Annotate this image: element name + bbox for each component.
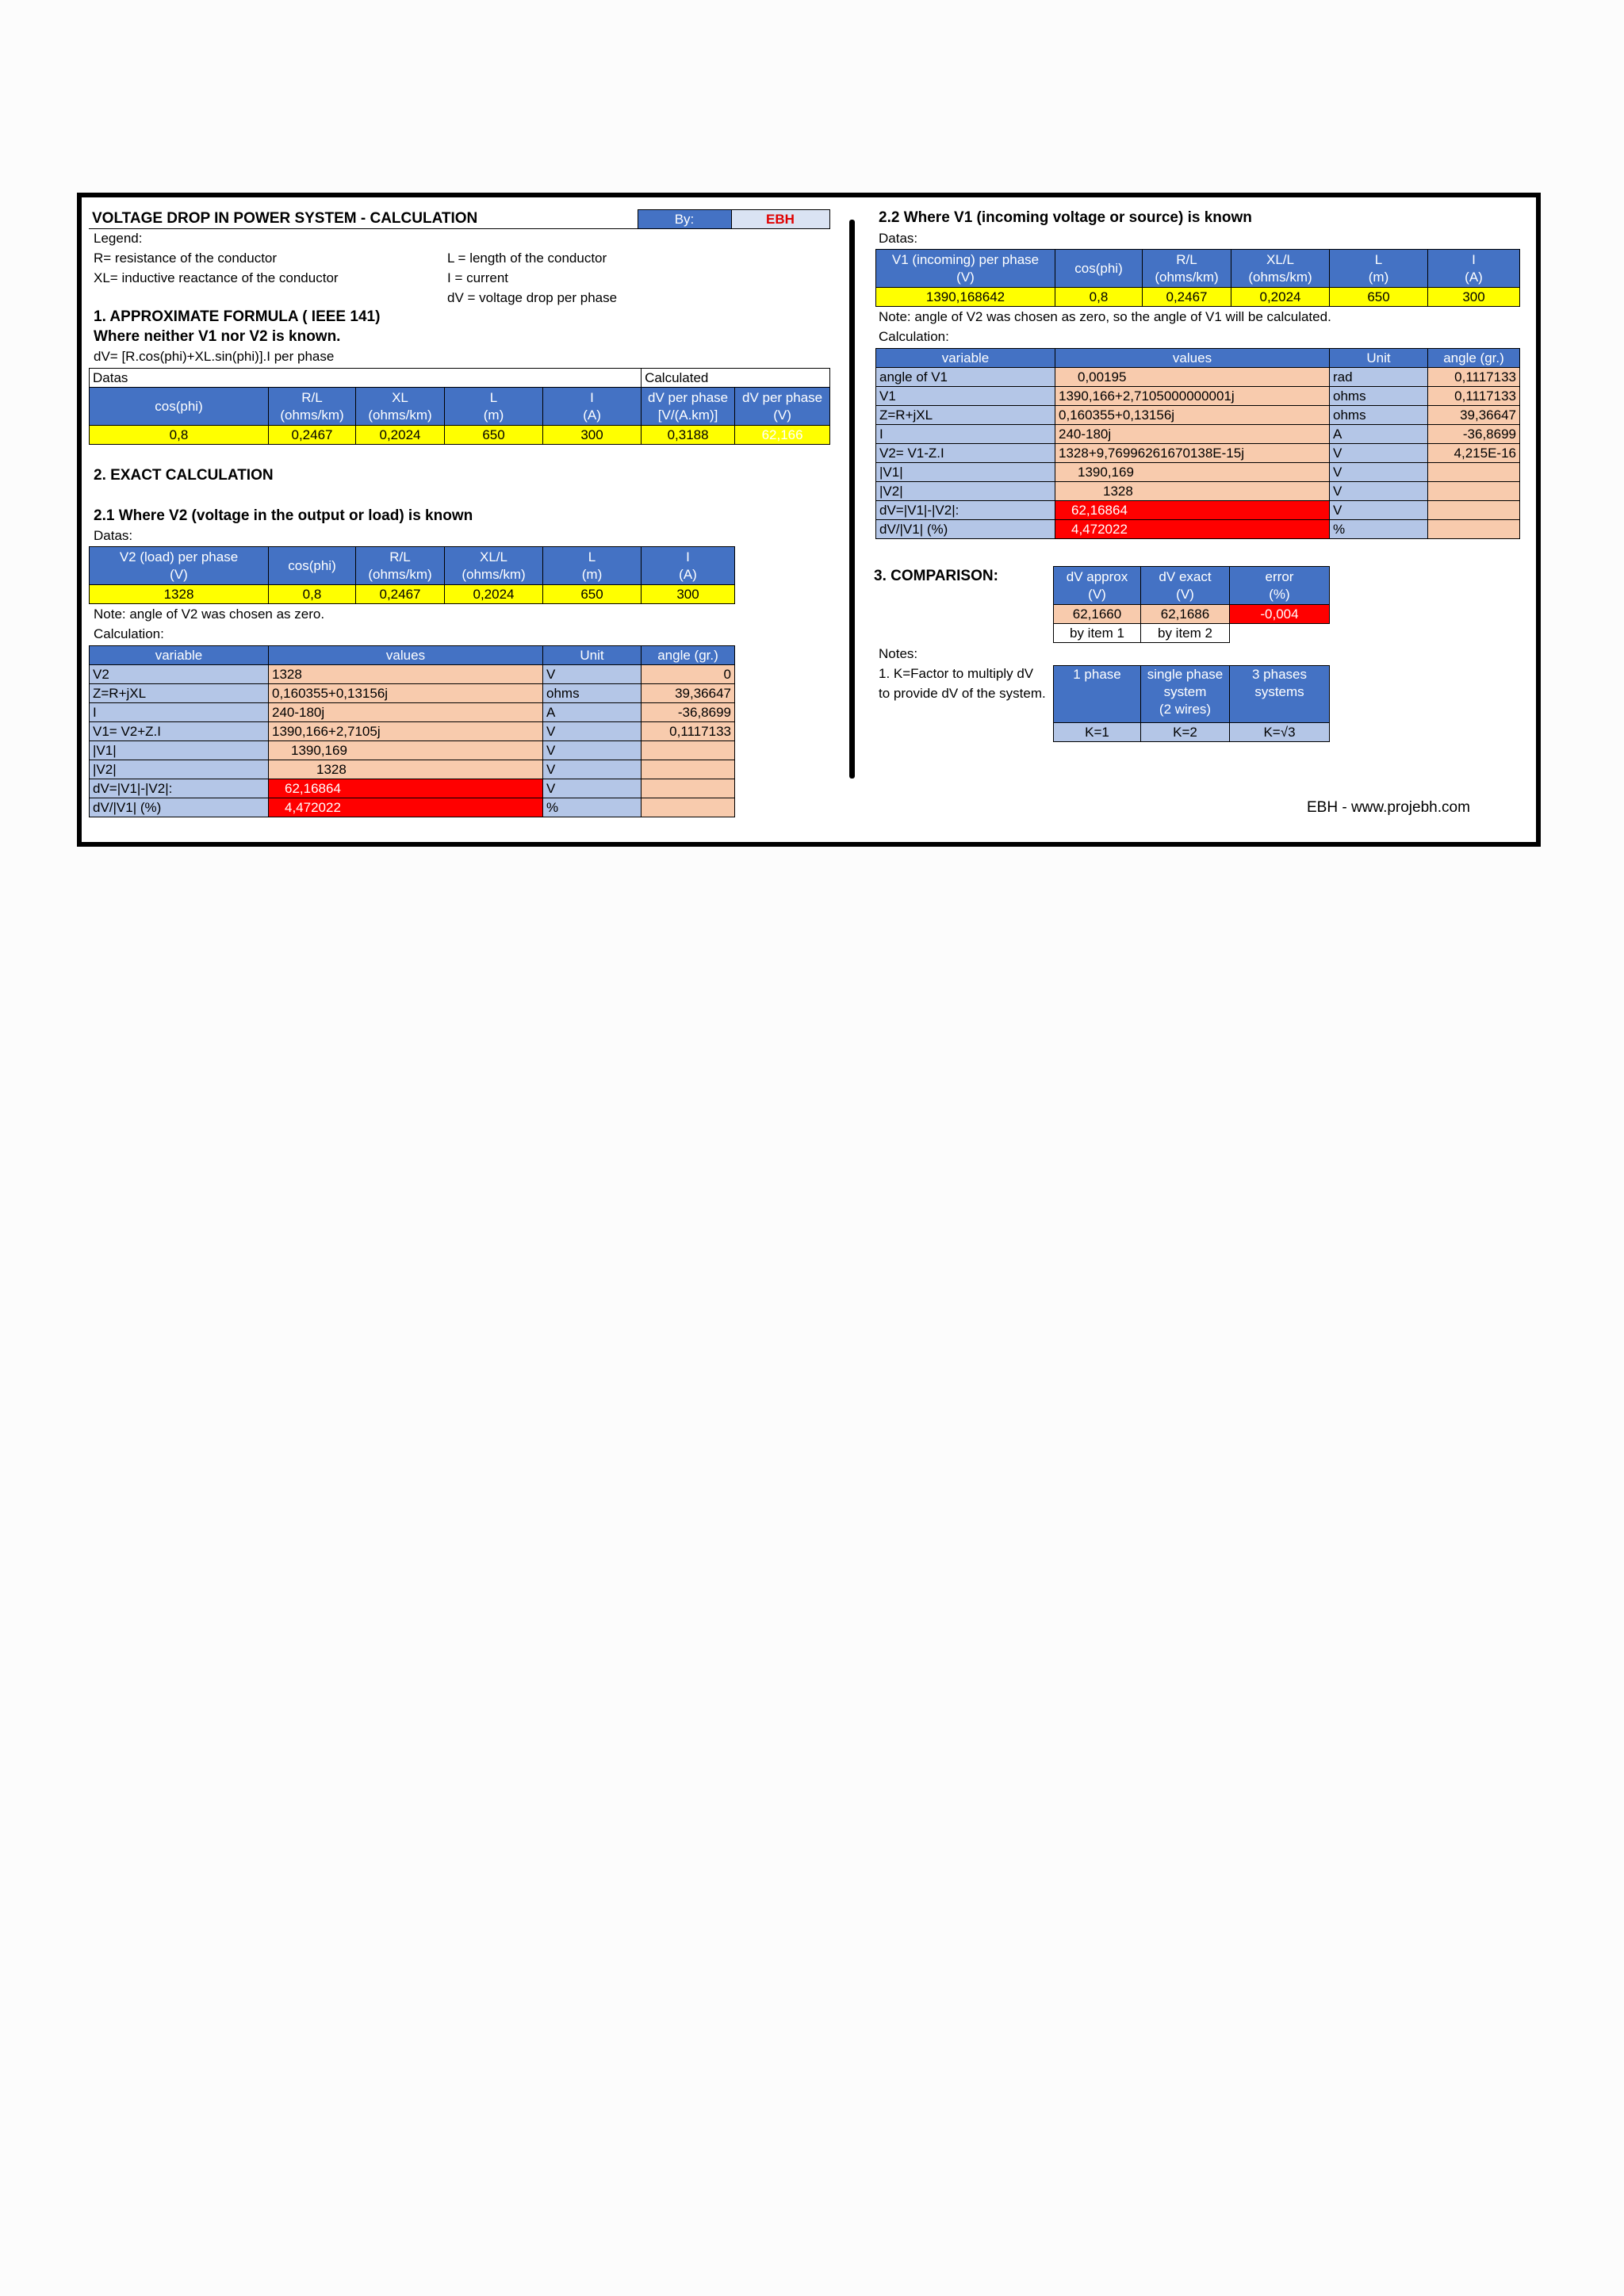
section22-calc-label: Calculation: [879,329,949,344]
cell-angle [1428,501,1520,520]
cell-cosphi: 0,8 [90,426,269,445]
table-row [876,368,1520,387]
table-row [90,798,735,817]
table-row [876,482,1520,501]
section1-title: 1. APPROXIMATE FORMULA ( IEEE 141) [94,308,381,325]
cell-value: 0,00195 [1055,368,1330,387]
page-title: VOLTAGE DROP IN POWER SYSTEM - CALCULATION [89,210,638,229]
cell-variable: |V1| [90,741,269,760]
cell-value: 240-180j [269,703,543,722]
col-header: cos(phi) [269,547,356,585]
cell-dv-approx: 62,1660 [1054,605,1141,624]
cell-variable: V1= V2+Z.I [90,722,269,741]
cell-i: 300 [642,585,735,604]
cell-angle [642,760,735,779]
cell-variable: Z=R+jXL [876,406,1055,425]
cell-ref-item2: by item 2 [1141,624,1230,643]
cell-angle: 0,1117133 [1428,368,1520,387]
title-bar [89,209,830,229]
col-header: I (A) [642,547,735,585]
table-row [876,406,1520,425]
col-header: values [269,646,543,665]
col-header: L (m) [445,388,543,426]
cell-angle [1428,520,1520,539]
table-row [876,444,1520,463]
col-header: error (%) [1230,567,1330,605]
cell-unit: A [1330,425,1428,444]
cell-unit: ohms [1330,406,1428,425]
datas-label: Datas [90,369,642,388]
cell-value: 1390,169 [1055,463,1330,482]
section1-subtitle: Where neither V1 nor V2 is known. [94,328,341,345]
by-label: By: [638,210,731,229]
cell-angle: 0 [642,665,735,684]
col-header: Unit [1330,349,1428,368]
cell-variable: angle of V1 [876,368,1055,387]
section22-title: 2.2 Where V1 (incoming voltage or source) is known [879,209,1252,226]
table-row [876,425,1520,444]
cell-value: 4,472022 [269,798,543,817]
cell-variable: Z=R+jXL [90,684,269,703]
cell-variable: V2 [90,665,269,684]
cell-unit: ohms [1330,387,1428,406]
cell-unit: V [543,779,642,798]
col-header: dV exact (V) [1141,567,1230,605]
cell-xl: 0,2024 [445,585,543,604]
col-header: XL/L (ohms/km) [445,547,543,585]
table-row [90,741,735,760]
cell-value: 1390,166+2,7105j [269,722,543,741]
cell-k-single: K=2 [1141,723,1230,742]
cell-value: 1328+9,76996261670138E-15j [1055,444,1330,463]
cell-unit: V [543,760,642,779]
table-row [90,779,735,798]
cell-variable: V2= V1-Z.I [876,444,1055,463]
cell-angle [1428,482,1520,501]
approx-table [89,368,830,445]
col-header: dV per phase [V/(A.km)] [642,388,735,426]
cell-xl: 0,2024 [356,426,445,445]
column-separator [849,220,855,779]
cell-unit: rad [1330,368,1428,387]
cell-variable: dV=|V1|-|V2|: [90,779,269,798]
table-row [876,501,1520,520]
legend-heading: Legend: [94,231,143,246]
col-header: dV approx (V) [1054,567,1141,605]
cell-unit: V [543,741,642,760]
col-header: XL (ohms/km) [356,388,445,426]
col-header: V2 (load) per phase (V) [90,547,269,585]
table-row [876,520,1520,539]
col-header: V1 (incoming) per phase (V) [876,250,1055,288]
section3-title: 3. COMPARISON: [874,568,998,584]
cell-xl: 0,2024 [1231,288,1330,307]
cell-dv-per-ampkm: 0,3188 [642,426,735,445]
col-header: I (A) [1428,250,1520,288]
cell-cosphi: 0,8 [269,585,356,604]
cell-angle: 4,215E-16 [1428,444,1520,463]
legend-xl: XL= inductive reactance of the conductor [94,270,339,285]
legend-l: L = length of the conductor [447,251,607,266]
table-row [90,684,735,703]
col-header: variable [876,349,1055,368]
section22-datas: Datas: [879,231,918,246]
cell-variable: |V1| [876,463,1055,482]
v1-data-table [875,249,1520,307]
cell-dv-exact: 62,1686 [1141,605,1230,624]
cell-angle [642,798,735,817]
cell-unit: ohms [543,684,642,703]
cell-cosphi: 0,8 [1055,288,1143,307]
cell-variable: |V2| [876,482,1055,501]
cell-variable: V1 [876,387,1055,406]
cell-unit: V [543,722,642,741]
legend-i: I = current [447,270,509,285]
comparison-table [1053,566,1330,643]
cell-variable: I [90,703,269,722]
cell-angle [642,779,735,798]
col-header: R/L (ohms/km) [356,547,445,585]
col-header: dV per phase (V) [735,388,830,426]
cell-unit: % [543,798,642,817]
col-header: single phase system (2 wires) [1141,666,1230,723]
table-row [876,463,1520,482]
section21-title: 2.1 Where V2 (voltage in the output or load) is known [94,507,473,524]
col-header: R/L (ohms/km) [269,388,356,426]
cell-angle: -36,8699 [1428,425,1520,444]
cell-value: 4,472022 [1055,520,1330,539]
cell-i: 300 [543,426,642,445]
col-header: cos(phi) [1055,250,1143,288]
notes-line1: 1. K=Factor to multiply dV [879,666,1034,681]
cell-r: 0,2467 [269,426,356,445]
section1-formula: dV= [R.cos(phi)+XL.sin(phi)].I per phase [94,349,335,364]
cell-angle: 0,1117133 [642,722,735,741]
col-header: 3 phases systems [1230,666,1330,723]
table-row [90,703,735,722]
cell-l: 650 [543,585,642,604]
cell-angle: 0,1117133 [1428,387,1520,406]
cell-value: 62,16864 [1055,501,1330,520]
cell-unit: V [1330,501,1428,520]
v2-calc-table [89,645,735,817]
col-header: variable [90,646,269,665]
legend-dv: dV = voltage drop per phase [447,290,618,305]
cell-l: 650 [1330,288,1428,307]
cell-variable: dV=|V1|-|V2|: [876,501,1055,520]
col-header: Unit [543,646,642,665]
section21-note: Note: angle of V2 was chosen as zero. [94,607,325,622]
col-header: L (m) [543,547,642,585]
cell-variable: dV/|V1| (%) [90,798,269,817]
col-header: R/L (ohms/km) [1143,250,1231,288]
table-row [90,722,735,741]
cell-unit: V [1330,444,1428,463]
col-header: cos(phi) [90,388,269,426]
notes-label: Notes: [879,646,918,661]
cell-value: 1390,169 [269,741,543,760]
cell-r: 0,2467 [1143,288,1231,307]
author-label: EBH [731,210,829,229]
col-header: angle (gr.) [1428,349,1520,368]
cell-error: -0,004 [1230,605,1330,624]
section22-note: Note: angle of V2 was chosen as zero, so the angle of V1 will be calculated. [879,309,1331,324]
cell-value: 1390,166+2,7105000000001j [1055,387,1330,406]
cell-unit: V [1330,463,1428,482]
cell-angle [642,741,735,760]
cell-v1: 1390,168642 [876,288,1055,307]
notes-line2: to provide dV of the system. [879,686,1046,701]
cell-k-1phase: K=1 [1054,723,1141,742]
cell-unit: % [1330,520,1428,539]
cell-ref-item1: by item 1 [1054,624,1141,643]
v2-data-table [89,546,735,604]
col-header: values [1055,349,1330,368]
cell-value: 1328 [269,760,543,779]
col-header: L (m) [1330,250,1428,288]
cell-angle: -36,8699 [642,703,735,722]
cell-value: 0,160355+0,13156j [1055,406,1330,425]
k-factor-table [1053,665,1330,742]
cell-r: 0,2467 [356,585,445,604]
cell-angle [1428,463,1520,482]
cell-variable: dV/|V1| (%) [876,520,1055,539]
cell-angle: 39,36647 [642,684,735,703]
cell-i: 300 [1428,288,1520,307]
cell-variable: I [876,425,1055,444]
section21-datas: Datas: [94,528,133,543]
section2-title: 2. EXACT CALCULATION [94,467,274,484]
cell-value: 62,16864 [269,779,543,798]
cell-value: 240-180j [1055,425,1330,444]
cell-unit: A [543,703,642,722]
col-header: angle (gr.) [642,646,735,665]
table-row [876,387,1520,406]
cell-unit: V [543,665,642,684]
cell-v2: 1328 [90,585,269,604]
col-header: 1 phase [1054,666,1141,723]
cell-value: 0,160355+0,13156j [269,684,543,703]
col-header: XL/L (ohms/km) [1231,250,1330,288]
cell-value: 1328 [1055,482,1330,501]
cell-variable: |V2| [90,760,269,779]
footer-credit: EBH - www.projebh.com [1307,799,1470,816]
cell-unit: V [1330,482,1428,501]
col-header: I (A) [543,388,642,426]
table-row [90,665,735,684]
section21-calc-label: Calculation: [94,626,164,641]
table-row [90,760,735,779]
cell-k-3phase: K=√3 [1230,723,1330,742]
calculated-label: Calculated [642,369,830,388]
cell-angle: 39,36647 [1428,406,1520,425]
legend-r: R= resistance of the conductor [94,251,278,266]
cell-dv-result: 62,166 [735,426,830,445]
cell-l: 650 [445,426,543,445]
v1-calc-table [875,348,1520,539]
cell-value: 1328 [269,665,543,684]
